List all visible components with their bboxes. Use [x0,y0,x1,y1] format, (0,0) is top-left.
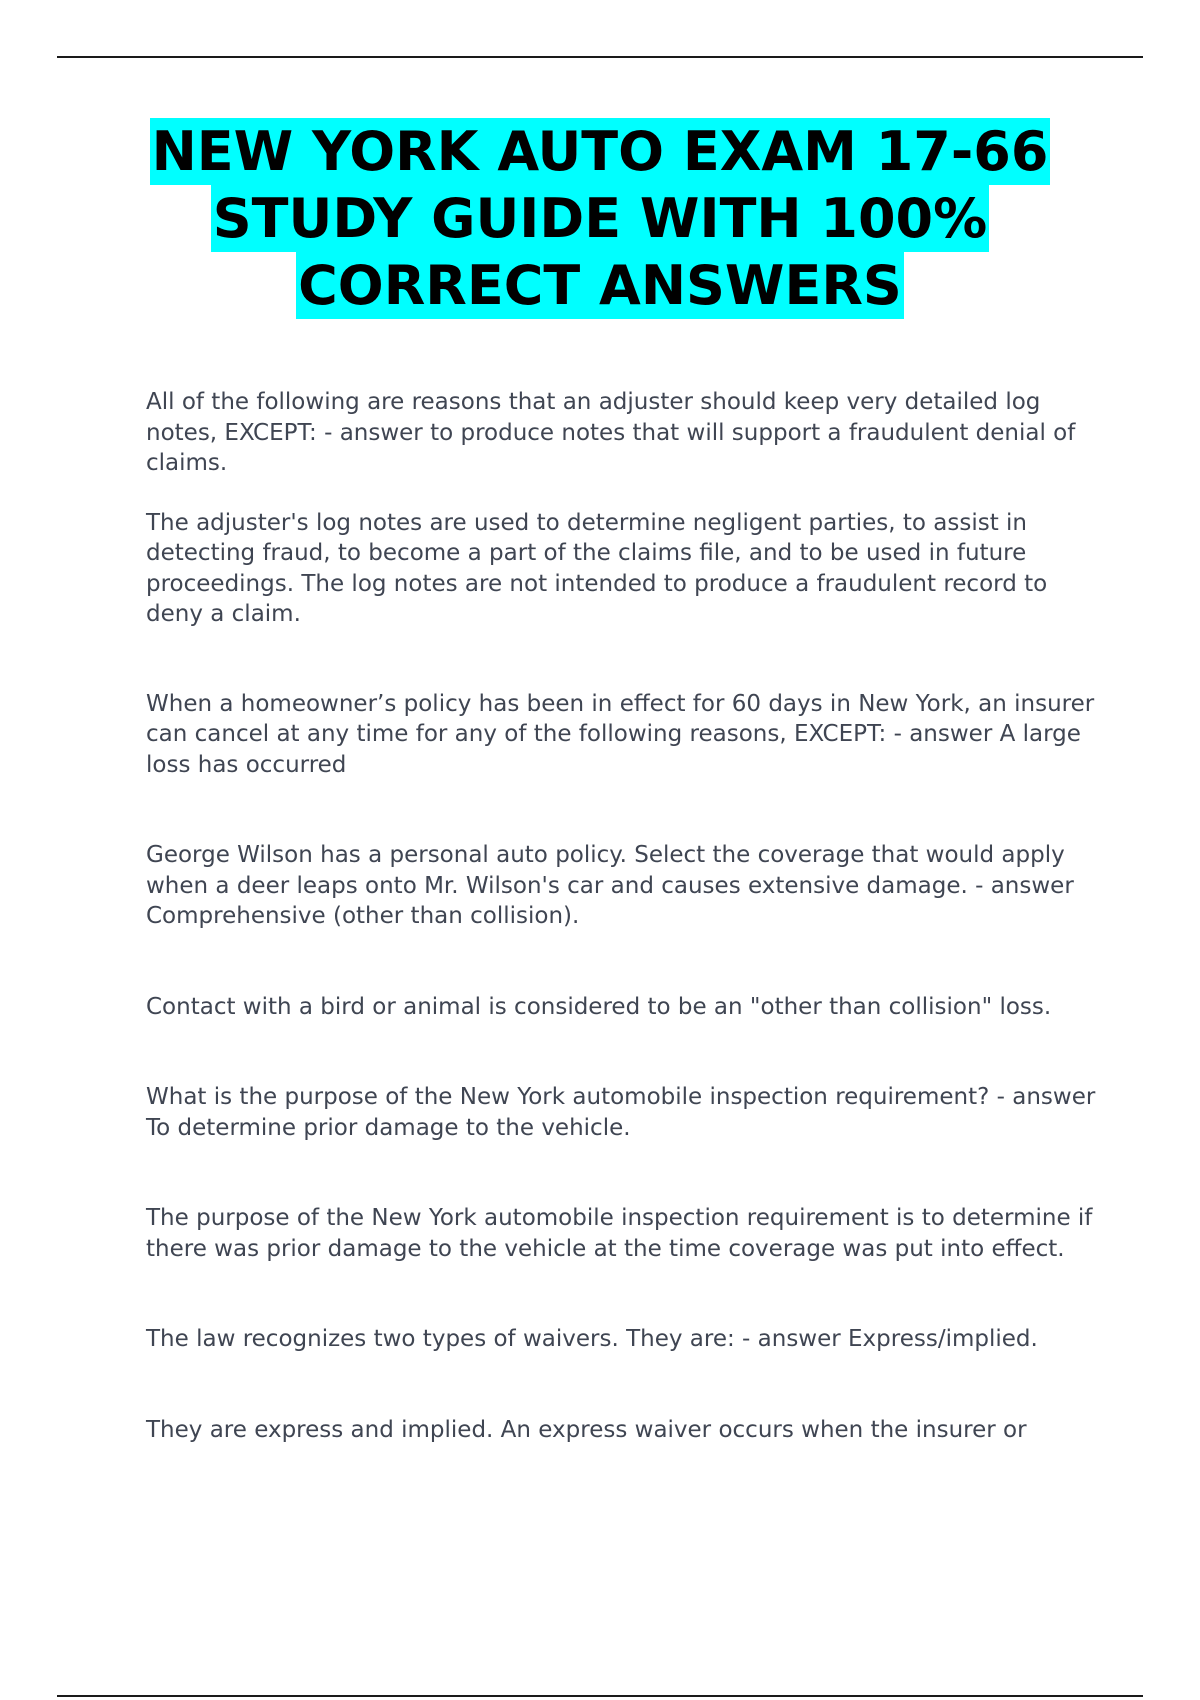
document-body [146,387,1106,1445]
paragraph-4: George Wilson has a personal auto policy. Select the coverage that would apply when a deer leaps onto Mr. Wilson's car and causes extensive damage. - answer Comprehensive (other than collision). [146,842,1074,929]
bottom-divider [57,1695,1143,1697]
paragraph-6: What is the purpose of the New York automobile inspection requirement? - answer To determine prior damage to the vehicle. [146,1084,1096,1141]
title-line-1: NEW YORK AUTO EXAM 17-66 [151,120,1049,183]
paragraph-5: Contact with a bird or animal is considered to be an "other than collision" loss. [146,993,1052,1020]
paragraph-2: The adjuster's log notes are used to determine negligent parties, to assist in detecting fraud, to become a part of the claims file, and to be used in future proceedings. The log notes are not intended to produce a fraudulent record to deny a claim. [146,509,1048,627]
document-title [57,118,1143,319]
title-line-3: CORRECT ANSWERS [298,254,902,317]
paragraph-3: When a homeowner’s policy has been in effect for 60 days in New York, an insurer can cancel at any time for any of the following reasons, EXCEPT: - answer A large loss has occurred [146,690,1095,778]
paragraph-8: The law recognizes two types of waivers. They are: - answer Express/implied. [146,1326,1038,1352]
paragraph-7: The purpose of the New York automobile inspection requirement is to determine if there was prior damage to the vehicle at the time coverage was put into effect. [146,1205,1093,1262]
title-line-2: STUDY GUIDE WITH 100% [212,187,988,250]
paragraph-9: They are express and implied. An express waiver occurs when the insurer or [146,1416,1027,1443]
paragraph-1: All of the following are reasons that an adjuster should keep very detailed log notes, EXCEPT: - answer to produce notes that will support a fraudulent denial of claims. [146,389,1076,476]
top-divider [57,56,1143,58]
